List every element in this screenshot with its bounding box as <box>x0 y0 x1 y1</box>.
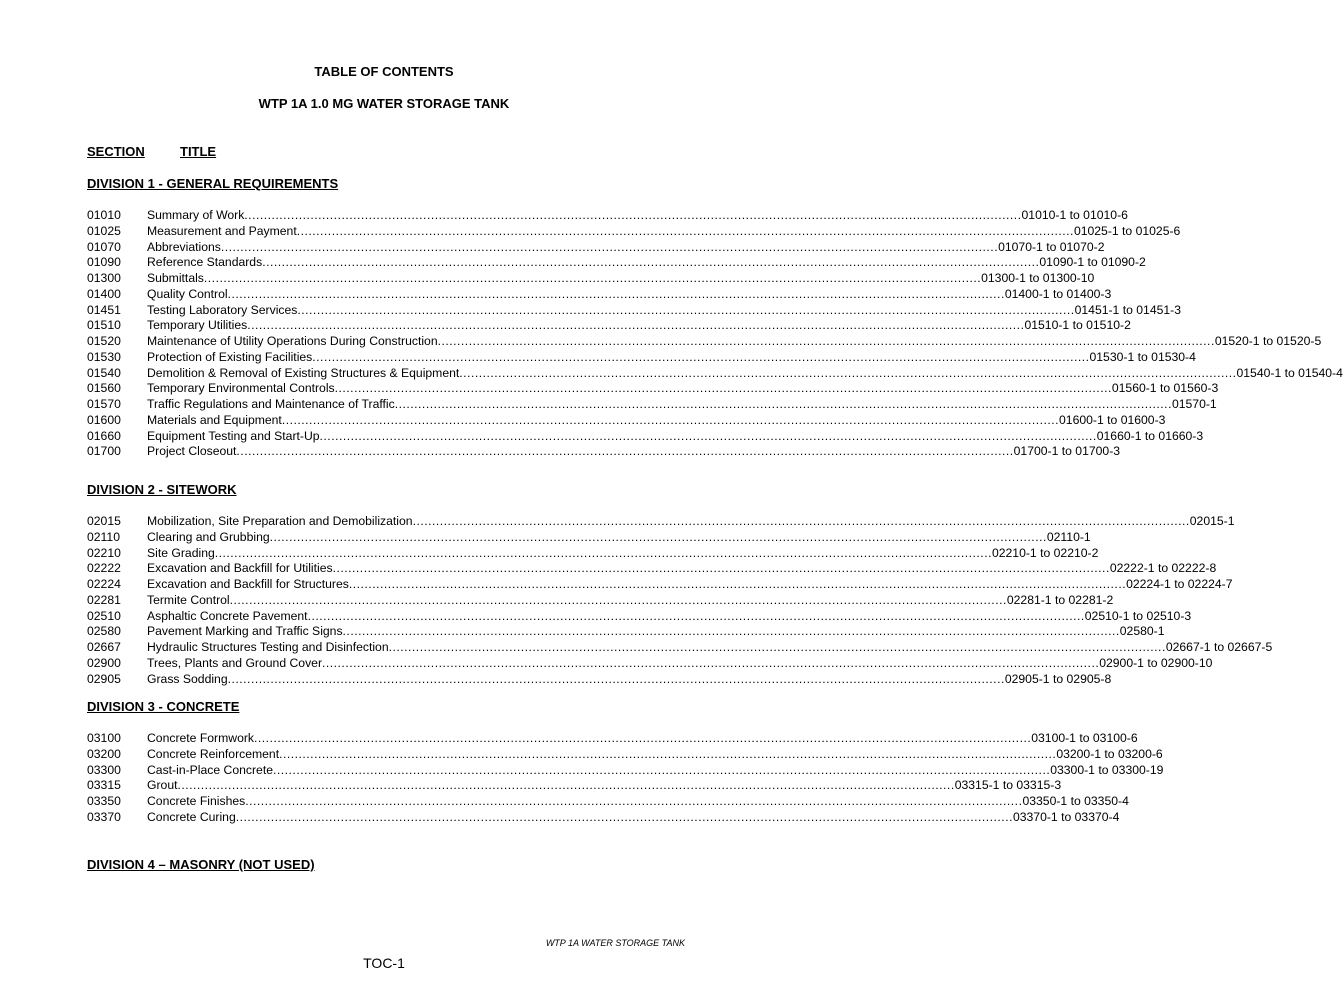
dot-leader: ........................................................................................................................................................................................................ <box>348 577 1127 591</box>
toc-entry <box>87 778 1062 793</box>
page-range: 03370-1 to 03370-4 <box>1012 809 1120 824</box>
section-title: Excavation and Backfill for Structures <box>147 577 349 591</box>
toc-entry <box>87 318 1131 333</box>
section-title: Reference Standards <box>147 255 263 270</box>
section-number: 01070 <box>87 239 121 254</box>
toc-entry-line <box>147 794 1129 808</box>
section-title: Pavement Marking and Traffic Signs <box>147 624 343 639</box>
section-number: 02667 <box>87 640 121 654</box>
section-title: Concrete Finishes <box>147 794 246 808</box>
toc-entry-line <box>147 778 1062 793</box>
toc-entry-line <box>147 762 1164 777</box>
toc-entry <box>87 208 1128 222</box>
division-heading: DIVISION 1 - GENERAL REQUIREMENTS <box>87 176 339 191</box>
toc-entry-line <box>147 365 1343 380</box>
section-title: Submittals <box>147 271 204 285</box>
dot-leader: ........................................................................................................................................................................................................ <box>177 778 955 793</box>
section-title: Equipment Testing and Start-Up <box>147 428 320 443</box>
page-range: 03300-1 to 03300-19 <box>1050 762 1164 777</box>
section-title: Clearing and Grubbing <box>147 529 270 544</box>
toc-entry <box>87 655 1213 670</box>
toc-entry <box>87 239 1105 254</box>
section-title: Protection of Existing Facilities <box>147 349 313 364</box>
toc-entry-line <box>147 286 1112 301</box>
section-number: 03200 <box>87 746 121 761</box>
dot-leader: ........................................................................................................................................................................................................ <box>220 239 999 254</box>
section-title: Maintenance of Utility Operations During Construction <box>147 334 438 348</box>
page-range: 01660-1 to 01660-3 <box>1096 428 1204 443</box>
page-range: 02905-1 to 02905-8 <box>1004 671 1112 686</box>
toc-entry-line <box>147 302 1182 317</box>
section-title: Grout <box>147 778 178 793</box>
toc-entry <box>87 671 1112 686</box>
toc-entry <box>87 365 1343 380</box>
section-number: 01540 <box>87 365 121 380</box>
page-range: 02222-1 to 02222-8 <box>1109 561 1217 576</box>
page-range: 01451-1 to 01451-3 <box>1074 302 1182 317</box>
page-range: 02510-1 to 02510-3 <box>1084 608 1192 623</box>
page-range: 01530-1 to 01530-4 <box>1089 349 1196 364</box>
section-number: 01300 <box>87 271 121 285</box>
page-range: 01400-1 to 01400-3 <box>1004 286 1112 301</box>
toc-entry <box>87 223 1181 238</box>
section-column-header: SECTION <box>87 144 145 159</box>
page-range: 01025-1 to 01025-6 <box>1073 223 1181 238</box>
toc-entry-line <box>147 255 1146 270</box>
dot-leader: ........................................................................................................................................................................................................ <box>247 318 1025 333</box>
toc-entry <box>87 545 1099 560</box>
toc-entry <box>87 529 1091 544</box>
toc-entry-line <box>147 334 1322 348</box>
toc-entry <box>87 794 1129 808</box>
toc-entry <box>87 349 1196 364</box>
page-range: 01010-1 to 01010-6 <box>1021 208 1128 222</box>
section-title: Measurement and Payment <box>147 223 297 238</box>
toc-entry-line <box>147 412 1166 427</box>
page-range: 01300-1 to 01300-10 <box>981 271 1095 285</box>
page-range: 02224-1 to 02224-7 <box>1126 577 1233 591</box>
dot-leader: ........................................................................................................................................................................................................ <box>459 365 1237 380</box>
dot-leader: ........................................................................................................................................................................................................ <box>236 444 1014 459</box>
toc-entry <box>87 412 1166 427</box>
dot-leader: ........................................................................................................................................................................................................ <box>214 545 992 560</box>
page-range: 02667-1 to 02667-5 <box>1165 640 1273 654</box>
toc-entry-line <box>147 608 1192 623</box>
section-number: 03315 <box>87 778 121 793</box>
toc-entry <box>87 255 1146 270</box>
page-range: 02580-1 <box>1119 624 1165 639</box>
toc-entry-line <box>147 746 1163 761</box>
page-range: 03350-1 to 03350-4 <box>1022 794 1129 808</box>
section-title: Cast-in-Place Concrete <box>147 762 273 777</box>
page-range: 01560-1 to 01560-3 <box>1111 381 1219 396</box>
title-column-header: TITLE <box>180 144 217 159</box>
toc-entry <box>87 271 1095 285</box>
toc-entry-line <box>147 809 1120 824</box>
dot-leader: ........................................................................................................................................................................................................ <box>437 334 1215 348</box>
section-number: 01010 <box>87 208 121 222</box>
dot-leader: ........................................................................................................................................................................................................ <box>262 255 1040 270</box>
dot-leader: ........................................................................................................................................................................................................ <box>297 302 1075 317</box>
dot-leader: ........................................................................................................................................................................................................ <box>203 271 982 285</box>
page-range: 02281-1 to 02281-2 <box>1006 592 1114 607</box>
section-title: Traffic Regulations and Maintenance of Traffic <box>147 397 395 411</box>
dot-leader: ........................................................................................................................................................................................................ <box>412 514 1190 528</box>
section-title: Grass Sodding <box>147 671 228 686</box>
toc-entry-line <box>147 381 1219 396</box>
document-title: TABLE OF CONTENTS <box>314 64 454 79</box>
dot-leader: ........................................................................................................................................................................................................ <box>229 592 1007 607</box>
section-number: 02210 <box>87 545 121 560</box>
section-title: Concrete Formwork <box>147 731 255 745</box>
toc-entry-line <box>147 271 1095 285</box>
section-title: Quality Control <box>147 286 228 301</box>
page-range: 01540-1 to 01540-4 <box>1236 365 1343 380</box>
section-title: Temporary Utilities <box>147 318 248 333</box>
section-number: 02510 <box>87 608 121 623</box>
page-range: 01070-1 to 01070-2 <box>998 239 1105 254</box>
toc-entry-line <box>147 397 1217 411</box>
dot-leader: ........................................................................................................................................................................................................ <box>342 624 1120 639</box>
section-number: 01560 <box>87 381 121 396</box>
section-number: 02015 <box>87 514 121 528</box>
section-title: Trees, Plants and Ground Cover <box>147 655 322 670</box>
section-number: 02905 <box>87 671 121 686</box>
page-range: 01600-1 to 01600-3 <box>1059 412 1166 427</box>
section-number: 01570 <box>87 397 121 411</box>
section-number: 01600 <box>87 412 121 427</box>
section-title: Asphaltic Concrete Pavement <box>147 608 308 623</box>
toc-entry <box>87 577 1233 591</box>
section-number: 02281 <box>87 592 121 607</box>
section-number: 01530 <box>87 349 121 364</box>
section-title: Site Grading <box>147 545 215 560</box>
toc-entry <box>87 397 1217 411</box>
toc-entry <box>87 428 1204 443</box>
section-number: 02580 <box>87 624 121 639</box>
section-number: 02110 <box>87 529 120 544</box>
dot-leader: ........................................................................................................................................................................................................ <box>254 731 1032 745</box>
dot-leader: ........................................................................................................................................................................................................ <box>307 608 1085 623</box>
section-number: 03100 <box>87 731 121 745</box>
section-title: Concrete Curing <box>147 809 236 824</box>
dot-leader: ........................................................................................................................................................................................................ <box>245 794 1023 808</box>
page-range: 01700-1 to 01700-3 <box>1013 444 1121 459</box>
toc-entry <box>87 809 1120 824</box>
toc-entry-line <box>147 239 1105 254</box>
page-range: 03200-1 to 03200-6 <box>1056 746 1163 761</box>
page-range: 02110-1 <box>1046 529 1091 544</box>
dot-leader: ........................................................................................................................................................................................................ <box>269 529 1047 544</box>
toc-entry <box>87 731 1138 745</box>
page-range: 01520-1 to 01520-5 <box>1214 334 1322 348</box>
section-title: Temporary Environmental Controls <box>147 381 335 396</box>
section-title: Project Closeout <box>147 444 237 459</box>
footer-page-number: TOC-1 <box>363 955 405 971</box>
page-range: 01510-1 to 01510-2 <box>1024 318 1131 333</box>
dot-leader: ........................................................................................................................................................................................................ <box>227 286 1005 301</box>
section-number: 02222 <box>87 561 121 576</box>
toc-entry-line <box>147 208 1128 222</box>
dot-leader: ........................................................................................................................................................................................................ <box>334 381 1112 396</box>
section-title: Mobilization, Site Preparation and Demobilization <box>147 514 413 528</box>
page-range: 02210-1 to 02210-2 <box>991 545 1099 560</box>
page-range: 01090-1 to 01090-2 <box>1039 255 1146 270</box>
dot-leader: ........................................................................................................................................................................................................ <box>312 349 1090 364</box>
dot-leader: ........................................................................................................................................................................................................ <box>273 762 1051 777</box>
toc-entry-line <box>147 577 1233 591</box>
section-number: 01400 <box>87 286 121 301</box>
toc-entry <box>87 762 1164 777</box>
toc-entry <box>87 746 1163 761</box>
toc-entry-line <box>147 624 1165 639</box>
section-title: Hydraulic Structures Testing and Disinfection <box>147 640 389 654</box>
toc-entry <box>87 444 1121 459</box>
toc-entry <box>87 334 1322 348</box>
section-number: 01700 <box>87 444 121 459</box>
dot-leader: ........................................................................................................................................................................................................ <box>279 746 1057 761</box>
toc-entry-line <box>147 545 1099 560</box>
toc-entry-line <box>147 349 1196 364</box>
page-range: 02900-1 to 02900-10 <box>1099 655 1213 670</box>
section-number: 01451 <box>87 302 121 317</box>
dot-leader: ........................................................................................................................................................................................................ <box>332 561 1110 576</box>
page-range: 02015-1 <box>1189 514 1235 528</box>
division-heading: DIVISION 2 - SITEWORK <box>87 482 237 497</box>
dot-leader: ........................................................................................................................................................................................................ <box>296 223 1074 238</box>
page-range: 03100-1 to 03100-6 <box>1031 731 1138 745</box>
section-title: Abbreviations <box>147 239 221 254</box>
dot-leader: ........................................................................................................................................................................................................ <box>319 428 1097 443</box>
toc-entry <box>87 640 1273 654</box>
section-title: Materials and Equipment <box>147 412 282 427</box>
toc-entry <box>87 286 1112 301</box>
section-title: Termite Control <box>147 592 230 607</box>
section-title: Testing Laboratory Services <box>147 302 298 317</box>
dot-leader: ........................................................................................................................................................................................................ <box>281 412 1060 427</box>
section-number: 01025 <box>87 223 121 238</box>
toc-entry-line <box>147 318 1131 333</box>
section-number: 03350 <box>87 794 121 808</box>
dot-leader: ........................................................................................................................................................................................................ <box>394 397 1172 411</box>
section-number: 01090 <box>87 255 121 270</box>
dot-leader: ........................................................................................................................................................................................................ <box>227 671 1005 686</box>
toc-entry-line <box>147 444 1121 459</box>
toc-entry <box>87 592 1114 607</box>
dot-leader: ........................................................................................................................................................................................................ <box>244 208 1022 222</box>
page-range: 01570-1 <box>1171 397 1217 411</box>
toc-entry-line <box>147 514 1235 528</box>
toc-entry-line <box>147 671 1112 686</box>
toc-entry <box>87 608 1192 623</box>
division-heading: DIVISION 4 – MASONRY (NOT USED) <box>87 857 315 872</box>
section-number: 03300 <box>87 762 121 777</box>
section-number: 03370 <box>87 809 121 824</box>
toc-entry <box>87 302 1182 317</box>
toc-entry-line <box>147 655 1213 670</box>
toc-entry-line <box>147 640 1273 654</box>
toc-entry-line <box>147 592 1114 607</box>
toc-entry-line <box>147 428 1204 443</box>
toc-entry <box>87 514 1235 528</box>
toc-entry-line <box>147 223 1181 238</box>
section-number: 01660 <box>87 428 121 443</box>
toc-entry-line <box>147 731 1138 745</box>
toc-entry <box>87 624 1165 639</box>
section-title: Summary of Work <box>147 208 245 222</box>
section-number: 01520 <box>87 334 121 348</box>
section-title: Concrete Reinforcement <box>147 746 280 761</box>
section-number: 02900 <box>87 655 121 670</box>
section-title: Demolition & Removal of Existing Structures & Equipment <box>147 365 460 380</box>
toc-entry-line <box>147 529 1091 544</box>
document-subtitle: WTP 1A 1.0 MG WATER STORAGE TANK <box>258 96 510 111</box>
section-number: 01510 <box>87 318 121 333</box>
section-title: Excavation and Backfill for Utilities <box>147 561 333 576</box>
division-heading: DIVISION 3 - CONCRETE <box>87 699 240 714</box>
toc-entry <box>87 561 1217 576</box>
footer-project-name: WTP 1A WATER STORAGE TANK <box>545 938 685 948</box>
dot-leader: ........................................................................................................................................................................................................ <box>388 640 1166 654</box>
dot-leader: ........................................................................................................................................................................................................ <box>322 655 1100 670</box>
page-range: 03315-1 to 03315-3 <box>954 778 1062 793</box>
section-number: 02224 <box>87 577 121 591</box>
dot-leader: ........................................................................................................................................................................................................ <box>235 809 1013 824</box>
toc-entry <box>87 381 1219 396</box>
toc-entry-line <box>147 561 1217 576</box>
